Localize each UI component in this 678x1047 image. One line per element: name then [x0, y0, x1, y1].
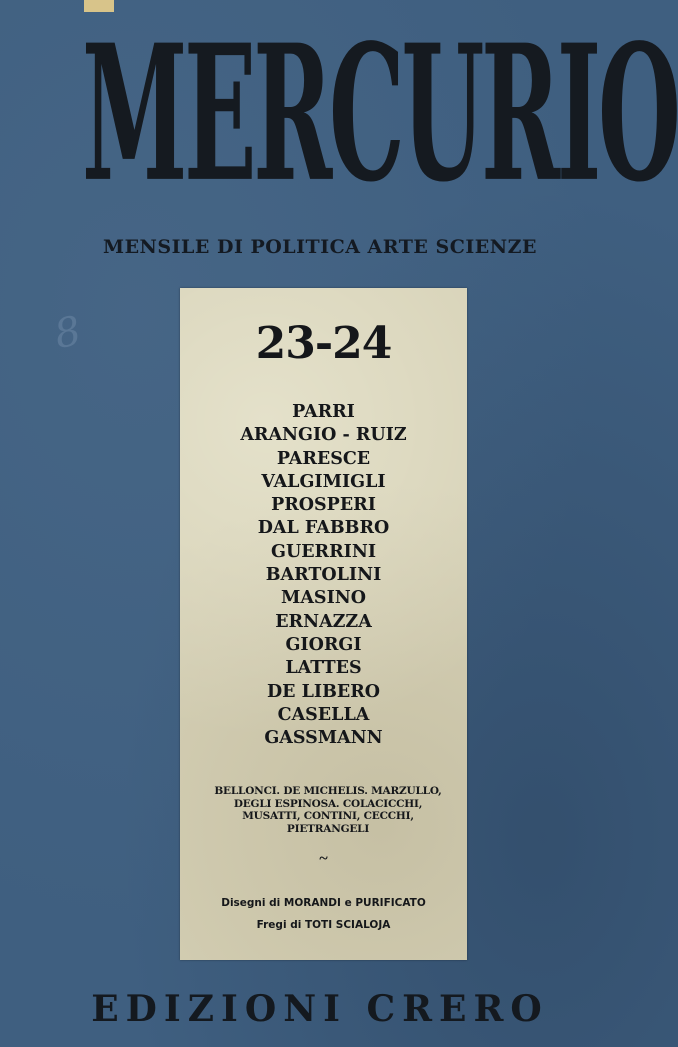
author-name: CASELLA — [277, 704, 370, 725]
friezes-credit: Fregi di TOTI SCIALOJA — [256, 919, 391, 931]
handwritten-mark: 8 — [50, 307, 85, 359]
contents-label — [180, 288, 467, 960]
author-name: VALGIMIGLI — [261, 471, 386, 492]
minor-contributors-line: MUSATTI, CONTINI, CECCHI, — [242, 810, 414, 822]
minor-contributors-line: DEGLI ESPINOSA. COLACICCHI, — [233, 797, 423, 810]
author-name: DE LIBERO — [266, 681, 380, 702]
author-list — [180, 401, 467, 750]
author-name: GUERRINI — [271, 541, 376, 562]
masthead — [82, 0, 678, 225]
author-name: LATTES — [285, 658, 362, 679]
drawings-credit: Disegni di MORANDI e PURIFICATO — [221, 897, 426, 909]
author-name: GASSMANN — [264, 728, 383, 749]
author-name: ERNAZZA — [275, 611, 372, 632]
ornament: ~ — [319, 850, 328, 867]
minor-contributors — [198, 785, 458, 835]
minor-contributors-line: PIETRANGELI — [286, 822, 370, 835]
publisher-name: EDIZIONI CRERO — [91, 988, 549, 1030]
magazine-title: MERCURIO — [82, 4, 678, 224]
author-name: DAL FABBRO — [257, 518, 390, 539]
minor-contributors-line: BELLONCI. DE MICHELIS. MARZULLO, — [214, 785, 442, 797]
author-name: PARESCE — [276, 448, 371, 469]
issue-number: 23-24 — [255, 318, 392, 369]
author-name: MASINO — [280, 588, 366, 609]
author-name: GIORGI — [285, 634, 362, 655]
magazine-subtitle: MENSILE DI POLITICA ARTE SCIENZE — [103, 236, 537, 258]
author-name: BARTOLINI — [265, 565, 382, 586]
author-name: ARANGIO - RUIZ — [240, 425, 407, 446]
author-name: PROSPERI — [271, 495, 376, 516]
credits — [180, 892, 467, 936]
author-name: PARRI — [292, 402, 355, 422]
